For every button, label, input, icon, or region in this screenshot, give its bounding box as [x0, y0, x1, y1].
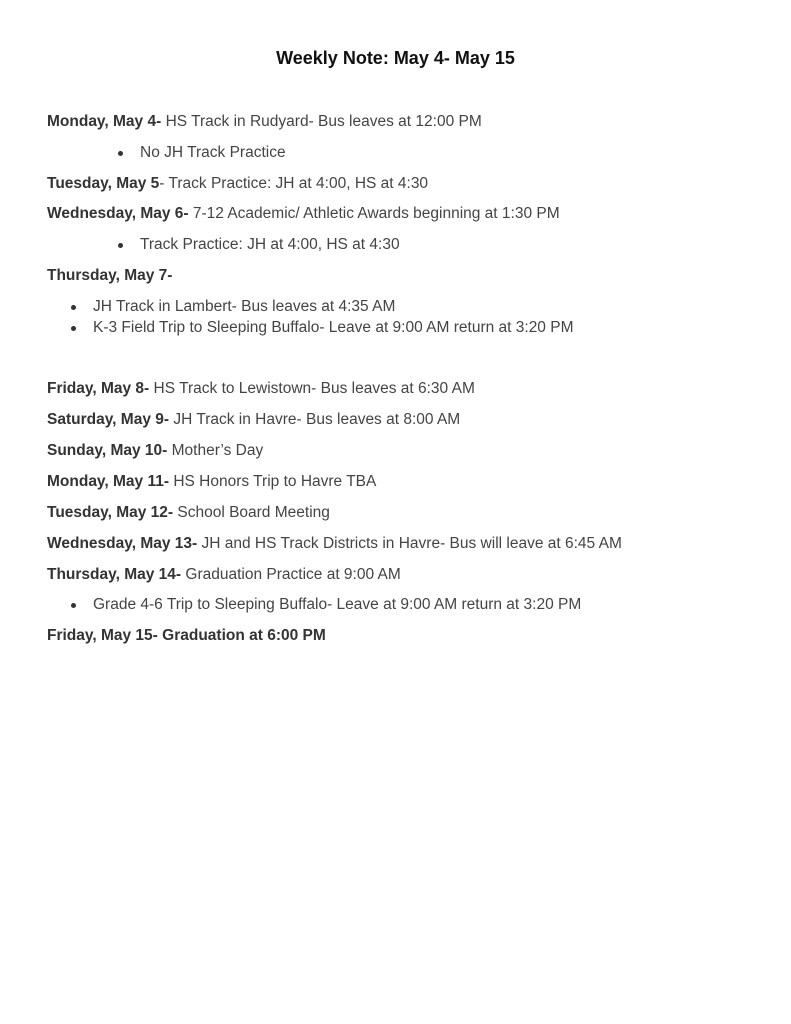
entry-day: Friday, May 8- [47, 380, 150, 397]
list-item [93, 595, 581, 615]
entry-friday-may-15: Friday, May 15- Graduation at 6:00 PM [47, 627, 326, 644]
page-title: Weekly Note: May 4- May 15 [276, 48, 515, 68]
entry-text: 7-12 Academic/ Athletic Awards beginning at 1:30 PM [188, 205, 560, 222]
entry-friday-may-8 [47, 379, 475, 399]
entry-text: Graduation Practice at 9:00 AM [181, 566, 401, 583]
entry-day: Tuesday, May 5 [47, 175, 160, 192]
entry-text: HS Track to Lewistown- Bus leaves at 6:30 AM [149, 380, 475, 397]
entry-wednesday-may-6 [47, 204, 560, 224]
entry-day: Wednesday, May 13- [47, 535, 198, 552]
bullet-icon [71, 326, 76, 331]
entry-day: Thursday, May 14- [47, 566, 182, 583]
bullet-icon [71, 603, 76, 608]
entry-sunday-may-10 [47, 441, 263, 461]
list-item [140, 235, 400, 255]
list-item [93, 297, 395, 317]
list-item-text: No JH Track Practice [140, 144, 286, 161]
list-item-text: K-3 Field Trip to Sleeping Buffalo- Leave at 9:00 AM return at 3:20 PM [93, 319, 574, 336]
entry-text: HS Honors Trip to Havre TBA [169, 473, 377, 490]
entry-day: Sunday, May 10- [47, 442, 168, 459]
entry-text: HS Track in Rudyard- Bus leaves at 12:00 PM [161, 113, 482, 130]
entry-text: Mother’s Day [167, 442, 264, 459]
bullet-icon [118, 151, 123, 156]
entry-day: Monday, May 11- [47, 473, 170, 490]
list-item [93, 318, 574, 338]
list-item-text: Track Practice: JH at 4:00, HS at 4:30 [140, 236, 400, 253]
list-item [140, 143, 286, 163]
entry-saturday-may-9 [47, 410, 460, 430]
entry-text: - Track Practice: JH at 4:00, HS at 4:30 [159, 175, 429, 192]
entry-text: JH and HS Track Districts in Havre- Bus will leave at 6:45 AM [197, 535, 622, 552]
bullet-icon [71, 305, 76, 310]
entry-wednesday-may-13 [47, 534, 622, 554]
entry-text: JH Track in Havre- Bus leaves at 8:00 AM [169, 411, 461, 428]
entry-day: Tuesday, May 12- [47, 504, 174, 521]
entry-day: Saturday, May 9- [47, 411, 170, 428]
entry-monday-may-4 [47, 112, 482, 132]
entry-day: Wednesday, May 6- [47, 205, 189, 222]
list-item-text: Grade 4-6 Trip to Sleeping Buffalo- Leave at 9:00 AM return at 3:20 PM [93, 596, 582, 613]
entry-text: School Board Meeting [173, 504, 330, 521]
bullet-icon [118, 243, 123, 248]
entry-tuesday-may-5 [47, 174, 428, 194]
entry-thursday-may-7 [47, 266, 172, 286]
entry-day: Monday, May 4- [47, 113, 162, 130]
entry-day: Thursday, May 7- [47, 267, 173, 284]
entry-thursday-may-14 [47, 565, 401, 585]
list-item-text: JH Track in Lambert- Bus leaves at 4:35 AM [93, 298, 396, 315]
entry-monday-may-11 [47, 472, 376, 492]
entry-tuesday-may-12 [47, 503, 330, 523]
